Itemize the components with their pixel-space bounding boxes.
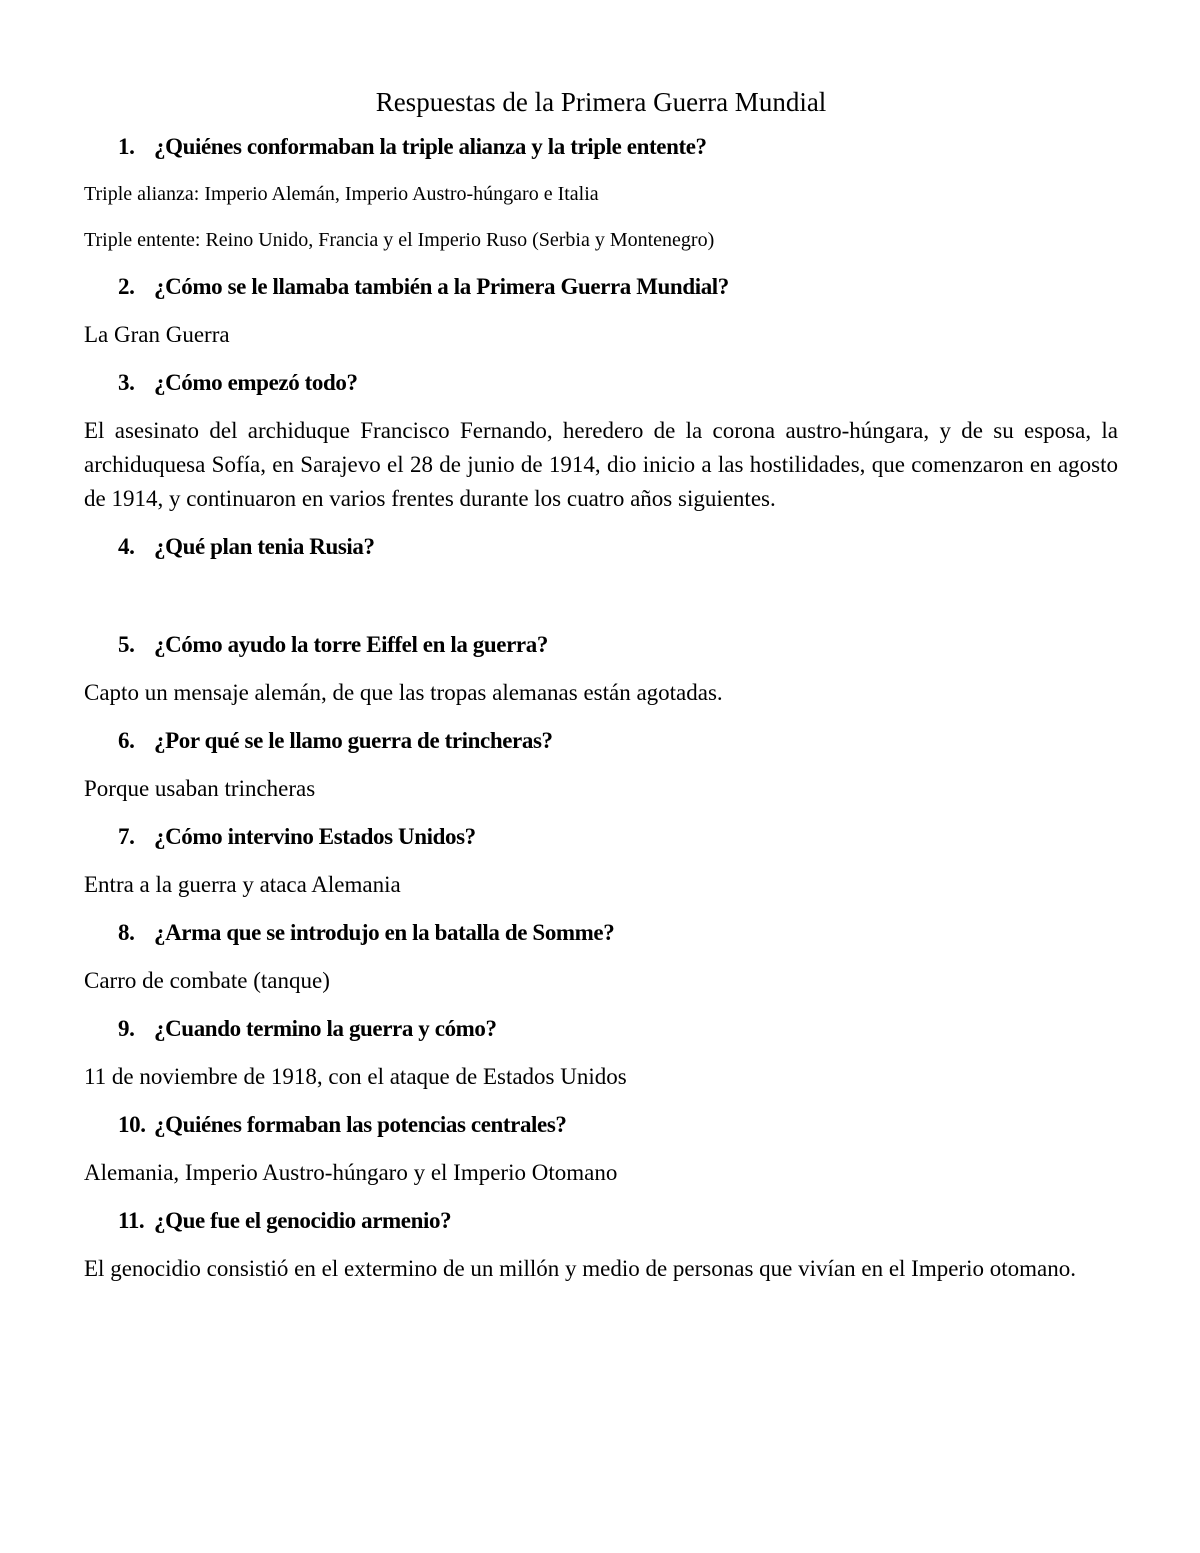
answer-5: Capto un mensaje alemán, de que las tropas alemanas están agotadas. [84, 680, 723, 705]
question-text: ¿Arma que se introdujo en la batalla de Somme? [154, 920, 615, 945]
answer-7: Entra a la guerra y ataca Alemania [84, 872, 401, 897]
qa-item-5 [84, 628, 1118, 710]
question-number: 6. [118, 728, 135, 753]
answer-3: El asesinato del archiduque Francisco Fernando, heredero de la corona austro-húngara, y de su esposa, la archiduquesa Sofía, en Sarajevo el 28 de junio de 1914, dio inicio a las hostilidades, que comenzaron en agosto de 1914, y continuaron en varios frentes durante los cuatro años siguientes. [84, 418, 1118, 511]
question-6 [118, 724, 1118, 758]
question-text: ¿Cómo empezó todo? [154, 370, 358, 395]
question-number: 7. [118, 824, 135, 849]
question-text: ¿Que fue el genocidio armenio? [154, 1208, 452, 1233]
answer-1b: Triple entente: Reino Unido, Francia y el Imperio Ruso (Serbia y Montenegro) [84, 229, 715, 251]
question-10 [118, 1108, 1118, 1142]
question-number: 5. [118, 632, 135, 657]
question-2 [118, 270, 1118, 304]
answer-1a: Triple alianza: Imperio Alemán, Imperio Austro-húngaro e Italia [84, 183, 599, 205]
qa-item-9 [84, 1012, 1118, 1094]
qa-item-10 [84, 1108, 1118, 1190]
question-1 [118, 130, 1118, 164]
qa-item-7 [84, 820, 1118, 902]
question-text: ¿Quiénes formaban las potencias centrales? [154, 1112, 567, 1137]
question-number: 2. [118, 274, 135, 299]
qa-item-2 [84, 270, 1118, 352]
question-text: ¿Cuando termino la guerra y cómo? [154, 1016, 497, 1041]
answer-9: 11 de noviembre de 1918, con el ataque de Estados Unidos [84, 1064, 627, 1089]
question-text: ¿Cómo se le llamaba también a la Primera Guerra Mundial? [154, 274, 729, 299]
question-number: 10. [118, 1112, 146, 1137]
answer-8: Carro de combate (tanque) [84, 968, 330, 993]
qa-item-6 [84, 724, 1118, 806]
question-number: 11. [118, 1208, 145, 1233]
question-8 [118, 916, 1118, 950]
empty-answer-space [84, 578, 1118, 628]
answer-11: El genocidio consistió en el extermino de un millón y medio de personas que vivían en el Imperio otomano. [84, 1256, 1076, 1281]
qa-item-3 [84, 366, 1118, 516]
question-number: 9. [118, 1016, 135, 1041]
document-page [84, 82, 1118, 1300]
question-7 [118, 820, 1118, 854]
question-text: ¿Por qué se le llamo guerra de trincheras? [154, 728, 553, 753]
answer-2: La Gran Guerra [84, 322, 230, 347]
qa-item-1 [84, 130, 1118, 256]
qa-item-8 [84, 916, 1118, 998]
question-9 [118, 1012, 1118, 1046]
question-text: ¿Quiénes conformaban la triple alianza y la triple entente? [154, 134, 707, 159]
answer-6: Porque usaban trincheras [84, 776, 316, 801]
question-3 [118, 366, 1118, 400]
qa-item-11 [84, 1204, 1118, 1286]
question-text: ¿Cómo ayudo la torre Eiffel en la guerra? [154, 632, 548, 657]
question-text: ¿Cómo intervino Estados Unidos? [154, 824, 476, 849]
question-4 [118, 530, 1118, 564]
question-number: 3. [118, 370, 135, 395]
question-11 [118, 1204, 1118, 1238]
question-number: 8. [118, 920, 135, 945]
qa-item-4 [84, 530, 1118, 628]
question-5 [118, 628, 1118, 662]
document-title: Respuestas de la Primera Guerra Mundial [375, 87, 827, 117]
question-text: ¿Qué plan tenia Rusia? [154, 534, 375, 559]
answer-10: Alemania, Imperio Austro-húngaro y el Imperio Otomano [84, 1160, 618, 1185]
question-number: 1. [118, 134, 135, 159]
question-number: 4. [118, 534, 135, 559]
